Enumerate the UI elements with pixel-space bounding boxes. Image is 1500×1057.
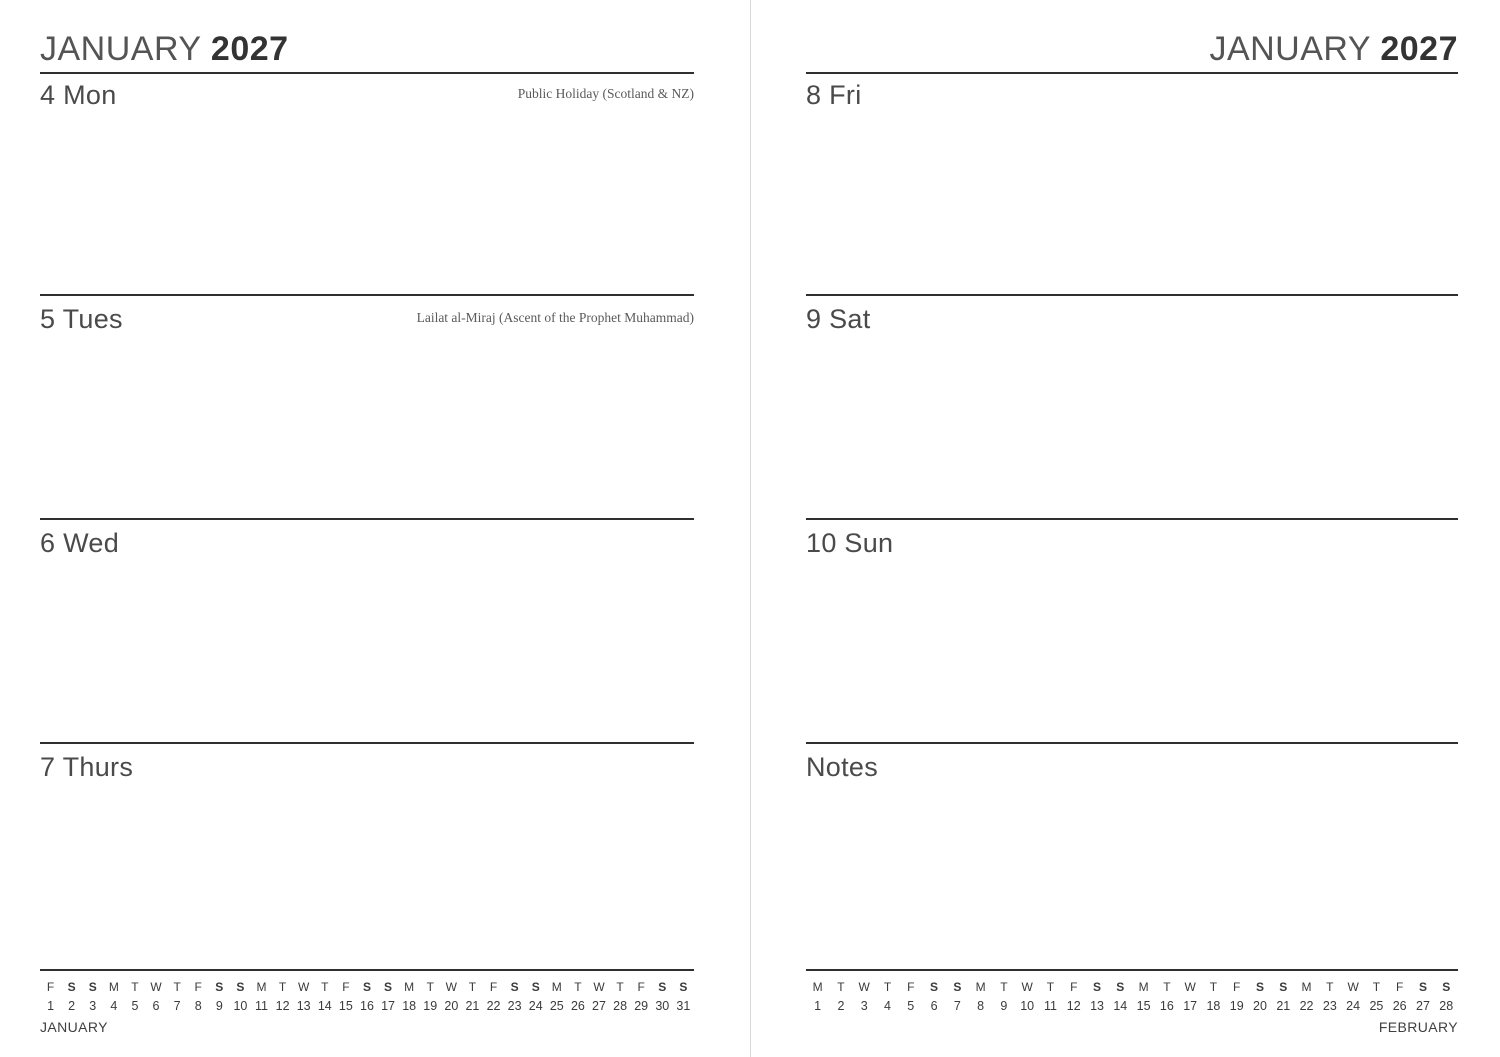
strip-dow-cell: W xyxy=(298,980,310,995)
strip-dow-cell: S xyxy=(1116,980,1125,995)
strip-dow-cell: F xyxy=(1070,980,1078,995)
notes-label: Notes xyxy=(806,752,879,782)
strip-date-cell[interactable]: 7 xyxy=(953,998,961,1013)
left-strip-dow-row xyxy=(40,979,694,996)
strip-dow-cell: F xyxy=(194,980,202,995)
strip-date-cell[interactable]: 17 xyxy=(381,998,395,1013)
strip-dow-cell: T xyxy=(1046,980,1055,995)
strip-dow-cell: T xyxy=(426,980,434,995)
strip-dow-cell: T xyxy=(1163,980,1171,995)
strip-dow-cell: S xyxy=(1093,980,1102,995)
strip-date-cell[interactable]: 2 xyxy=(837,998,845,1013)
right-strip-dow-row xyxy=(806,979,1458,996)
strip-date-cell[interactable]: 6 xyxy=(152,998,160,1013)
strip-date-cell[interactable]: 29 xyxy=(634,998,649,1013)
day-entry-4-mon[interactable] xyxy=(40,72,694,296)
strip-date-cell[interactable]: 2 xyxy=(68,998,76,1013)
strip-dow-cell: T xyxy=(321,980,329,995)
day-label: 6 Wed xyxy=(40,528,120,558)
strip-dow-cell: W xyxy=(1347,980,1359,995)
strip-date-cell[interactable]: 1 xyxy=(47,998,55,1013)
strip-dow-cell: S xyxy=(384,980,393,995)
strip-dow-cell: W xyxy=(150,980,162,995)
strip-dow-cell: F xyxy=(1233,980,1241,995)
strip-dow-cell: T xyxy=(1372,980,1381,995)
strip-date-cell[interactable]: 31 xyxy=(676,998,691,1013)
strip-date-cell[interactable]: 5 xyxy=(907,998,915,1013)
strip-date-cell[interactable]: 3 xyxy=(860,998,868,1013)
strip-date-cell[interactable]: 9 xyxy=(1000,998,1008,1013)
strip-date-cell[interactable]: 22 xyxy=(1299,998,1314,1013)
strip-date-cell[interactable]: 6 xyxy=(930,998,938,1013)
strip-dow-cell: S xyxy=(1255,980,1264,995)
strip-date-cell[interactable]: 12 xyxy=(275,998,290,1013)
strip-dow-cell: T xyxy=(1326,980,1334,995)
day-entry-5-tues[interactable] xyxy=(40,296,694,520)
strip-date-cell[interactable]: 30 xyxy=(655,998,670,1013)
strip-dow-cell: F xyxy=(46,980,55,995)
strip-dow-cell: M xyxy=(1301,980,1312,995)
day-entry-8-fri[interactable] xyxy=(806,72,1458,296)
strip-date-cell[interactable]: 5 xyxy=(131,998,139,1013)
day-entry-10-sun[interactable] xyxy=(806,520,1458,744)
strip-date-cell[interactable]: 27 xyxy=(1416,998,1430,1013)
strip-date-cell[interactable]: 11 xyxy=(254,998,268,1013)
day-label: 8 Fri xyxy=(806,80,862,110)
strip-date-cell[interactable]: 26 xyxy=(570,998,585,1013)
strip-date-cell[interactable]: 24 xyxy=(1346,998,1361,1013)
strip-dow-cell: M xyxy=(256,980,267,995)
day-note: Public Holiday (Scotland & NZ) xyxy=(517,86,694,101)
strip-date-cell[interactable]: 8 xyxy=(977,998,985,1013)
strip-dow-cell: M xyxy=(108,980,119,995)
strip-dow-cell: M xyxy=(1138,980,1149,995)
strip-date-cell[interactable]: 28 xyxy=(1439,998,1454,1013)
day-label: 10 Sun xyxy=(806,528,894,558)
day-label: 4 Mon xyxy=(40,80,117,110)
strip-date-cell[interactable]: 19 xyxy=(1229,998,1244,1013)
strip-dow-cell: T xyxy=(173,980,181,995)
strip-dow-cell: W xyxy=(1184,980,1196,995)
strip-date-cell[interactable]: 4 xyxy=(884,998,891,1013)
strip-date-cell[interactable]: 25 xyxy=(1369,998,1384,1013)
left-strip-month-label: JANUARY xyxy=(40,1019,108,1035)
strip-date-cell[interactable]: 21 xyxy=(1276,998,1291,1013)
notes-section[interactable] xyxy=(806,744,1458,952)
strip-date-cell[interactable]: 7 xyxy=(173,998,181,1013)
strip-date-cell[interactable]: 10 xyxy=(233,998,248,1013)
strip-date-cell[interactable]: 14 xyxy=(1113,998,1128,1013)
strip-dow-cell: S xyxy=(510,980,519,995)
left-month-strip xyxy=(40,979,694,1035)
strip-date-cell[interactable]: 1 xyxy=(814,998,822,1013)
left-page-header xyxy=(40,30,289,69)
right-header-year: 2027 xyxy=(1380,30,1458,68)
strip-dow-cell: S xyxy=(362,980,371,995)
strip-date-cell[interactable]: 13 xyxy=(296,998,311,1013)
strip-dow-cell: M xyxy=(975,980,986,995)
strip-date-cell[interactable]: 3 xyxy=(89,998,97,1013)
strip-date-cell[interactable]: 25 xyxy=(549,998,564,1013)
right-page-header xyxy=(1209,30,1458,69)
strip-dow-cell: T xyxy=(1000,980,1008,995)
strip-date-cell[interactable]: 20 xyxy=(444,998,459,1013)
strip-dow-cell: S xyxy=(1279,980,1288,995)
left-strip-date-row xyxy=(40,997,694,1015)
strip-dow-cell: S xyxy=(67,980,76,995)
strip-dow-cell: S xyxy=(88,980,97,995)
strip-date-cell[interactable]: 18 xyxy=(1206,998,1221,1013)
left-header-year: 2027 xyxy=(210,30,289,68)
strip-date-cell[interactable]: 15 xyxy=(1136,998,1151,1013)
right-strip-rule xyxy=(806,969,1458,971)
strip-dow-cell: M xyxy=(812,980,823,995)
right-header-month: JANUARY xyxy=(1209,30,1371,68)
strip-dow-cell: W xyxy=(1021,980,1033,995)
right-strip-month-label: FEBRUARY xyxy=(1378,1019,1458,1035)
strip-dow-cell: W xyxy=(593,980,605,995)
strip-dow-cell: T xyxy=(837,980,845,995)
strip-dow-cell: M xyxy=(551,980,562,995)
day-label: 9 Sat xyxy=(806,304,871,334)
strip-date-cell[interactable]: 17 xyxy=(1183,998,1198,1013)
strip-date-cell[interactable]: 21 xyxy=(465,998,480,1013)
day-entry-6-wed[interactable] xyxy=(40,520,694,744)
strip-dow-cell: S xyxy=(658,980,667,995)
strip-dow-cell: T xyxy=(468,980,477,995)
strip-date-cell[interactable]: 13 xyxy=(1090,998,1104,1013)
strip-date-cell[interactable]: 19 xyxy=(423,998,438,1013)
day-note: Lailat al-Miraj (Ascent of the Prophet Muhammad) xyxy=(416,310,694,325)
strip-date-cell[interactable]: 20 xyxy=(1253,998,1267,1013)
strip-date-cell[interactable]: 23 xyxy=(507,998,522,1013)
strip-date-cell[interactable]: 16 xyxy=(360,998,374,1013)
strip-dow-cell: F xyxy=(907,980,915,995)
strip-date-cell[interactable]: 26 xyxy=(1392,998,1407,1013)
strip-date-cell[interactable]: 15 xyxy=(338,998,353,1013)
strip-date-cell[interactable]: 4 xyxy=(110,998,118,1013)
strip-date-cell[interactable]: 18 xyxy=(402,998,417,1013)
day-entry-9-sat[interactable] xyxy=(806,296,1458,520)
strip-dow-cell: S xyxy=(531,980,540,995)
strip-dow-cell: S xyxy=(930,980,939,995)
strip-date-cell[interactable]: 11 xyxy=(1043,998,1057,1013)
strip-dow-cell: W xyxy=(858,980,870,995)
strip-date-cell[interactable]: 27 xyxy=(592,998,606,1013)
right-strip-date-row xyxy=(806,997,1458,1015)
strip-date-cell[interactable]: 28 xyxy=(613,998,628,1013)
strip-dow-cell: S xyxy=(679,980,688,995)
strip-date-cell[interactable]: 22 xyxy=(486,998,501,1013)
strip-dow-cell: F xyxy=(637,980,645,995)
strip-date-cell[interactable]: 23 xyxy=(1322,998,1337,1013)
strip-date-cell[interactable]: 14 xyxy=(317,998,332,1013)
right-page xyxy=(750,0,1500,1057)
strip-dow-cell: S xyxy=(953,980,962,995)
strip-dow-cell: T xyxy=(616,980,624,995)
left-header-month: JANUARY xyxy=(40,30,201,68)
strip-dow-cell: S xyxy=(215,980,224,995)
strip-dow-cell: T xyxy=(883,980,892,995)
right-month-strip xyxy=(806,979,1458,1035)
strip-date-cell[interactable]: 12 xyxy=(1066,998,1081,1013)
left-strip-rule xyxy=(40,969,694,971)
day-label: 5 Tues xyxy=(40,304,123,334)
strip-dow-cell: T xyxy=(574,980,582,995)
strip-dow-cell: S xyxy=(1442,980,1451,995)
strip-dow-cell: M xyxy=(404,980,415,995)
strip-dow-cell: F xyxy=(342,980,350,995)
strip-dow-cell: T xyxy=(1209,980,1218,995)
day-label: 7 Thurs xyxy=(40,752,134,782)
strip-dow-cell: F xyxy=(1396,980,1404,995)
day-entry-7-thurs[interactable] xyxy=(40,744,694,952)
strip-date-cell[interactable]: 9 xyxy=(215,998,223,1013)
strip-dow-cell: W xyxy=(445,980,457,995)
strip-dow-cell: F xyxy=(489,980,498,995)
strip-date-cell[interactable]: 10 xyxy=(1020,998,1035,1013)
strip-dow-cell: S xyxy=(236,980,245,995)
strip-date-cell[interactable]: 16 xyxy=(1159,998,1174,1013)
strip-dow-cell: S xyxy=(1418,980,1427,995)
strip-date-cell[interactable]: 24 xyxy=(528,998,543,1013)
strip-date-cell[interactable]: 8 xyxy=(194,998,202,1013)
strip-dow-cell: T xyxy=(131,980,139,995)
strip-dow-cell: T xyxy=(278,980,287,995)
